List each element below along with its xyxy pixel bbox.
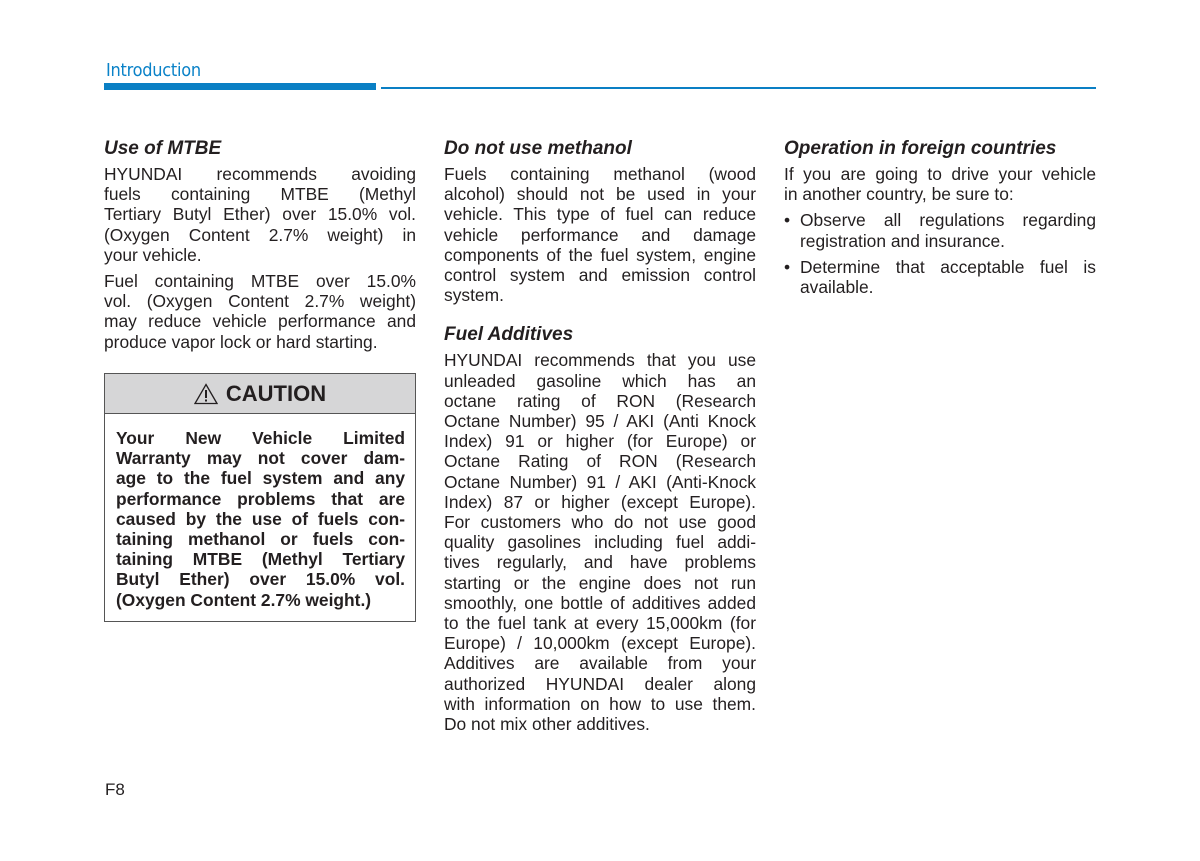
text-line: HYUNDAI recommends that you use bbox=[444, 350, 756, 371]
bullet-text bbox=[800, 257, 1096, 297]
caution-header bbox=[105, 374, 415, 414]
text-line: HYUNDAI recommends avoiding bbox=[104, 164, 416, 184]
text-line: If you are going to drive your vehicle bbox=[784, 164, 1096, 184]
text-line: taining methanol or fuels con- bbox=[116, 529, 405, 550]
text-line: Butyl Ether) over 15.0% vol. bbox=[116, 569, 405, 590]
text-line: Europe) / 10,000km (except Europe). bbox=[444, 633, 756, 654]
text-line: to the fuel tank at every 15,000km (for bbox=[444, 613, 756, 634]
text-line: registration and insurance. bbox=[800, 230, 1005, 251]
text-line: Tertiary Butyl Ether) over 15.0% vol. bbox=[104, 204, 416, 225]
section bbox=[784, 138, 1096, 297]
text-line: Fuels containing methanol (wood bbox=[444, 164, 756, 184]
text-line: Fuel containing MTBE over 15.0% bbox=[104, 271, 416, 292]
text-line: smoothly, one bottle of additives added bbox=[444, 592, 756, 613]
paragraph bbox=[104, 271, 416, 352]
text-line: Index) 87 or higher (except Europe). bbox=[444, 491, 756, 512]
section-title: Introduction bbox=[106, 60, 201, 81]
text-line: Observe all regulations regarding bbox=[800, 210, 1096, 231]
section bbox=[104, 138, 416, 352]
text-line: control system and emission control bbox=[444, 265, 756, 286]
text-line: system. bbox=[444, 285, 504, 306]
caution-text bbox=[105, 414, 415, 610]
section-heading: Fuel Additives bbox=[444, 324, 574, 346]
text-line: Octane Rating of RON (Research bbox=[444, 451, 756, 472]
text-line: Additives are available from your bbox=[444, 653, 756, 674]
text-line: Octane Number) 91 / AKI (Anti-Knock bbox=[444, 471, 756, 492]
text-line: For customers who do not use good bbox=[444, 512, 756, 533]
text-line: vehicle performance and damage bbox=[444, 224, 756, 245]
text-line: quality gasolines including fuel addi- bbox=[444, 532, 756, 553]
text-line: taining MTBE (Methyl Tertiary bbox=[116, 549, 405, 570]
text-line: fuels containing MTBE (Methyl bbox=[104, 184, 416, 205]
text-line: Octane Number) 95 / AKI (Anti Knock bbox=[444, 411, 756, 432]
text-line: in another country, be sure to: bbox=[784, 184, 1014, 205]
text-line: octane rating of RON (Research bbox=[444, 390, 756, 411]
text-line: with information on how to use them. bbox=[444, 693, 756, 714]
text-line: Do not mix other additives. bbox=[444, 714, 650, 735]
section-heading: Use of MTBE bbox=[104, 138, 222, 159]
text-line: (Oxygen Content 2.7% weight) in bbox=[104, 224, 416, 245]
text-line: tives regularly, and have problems bbox=[444, 552, 756, 573]
page-number: F8 bbox=[105, 780, 125, 799]
text-line: vehicle. This type of fuel can reduce bbox=[444, 204, 756, 225]
text-line: may reduce vehicle performance and bbox=[104, 311, 416, 332]
text-line: produce vapor lock or hard starting. bbox=[104, 331, 378, 352]
text-line: Index) 91 or higher (for Europe) or bbox=[444, 431, 756, 452]
header-bar bbox=[104, 83, 376, 90]
text-line: Determine that acceptable fuel is bbox=[800, 256, 1096, 277]
warning-triangle-icon bbox=[194, 383, 218, 405]
text-line: performance problems that are bbox=[116, 488, 405, 509]
column-right bbox=[784, 138, 1096, 303]
text-line: unleaded gasoline which has an bbox=[444, 370, 756, 391]
caution-box bbox=[104, 373, 416, 622]
section bbox=[444, 324, 756, 734]
text-line: your vehicle. bbox=[104, 244, 202, 265]
paragraph bbox=[104, 164, 416, 265]
section bbox=[444, 138, 756, 305]
text-line: Warranty may not cover dam- bbox=[116, 448, 405, 469]
section-heading: Do not use methanol bbox=[444, 138, 632, 159]
column-middle bbox=[444, 138, 756, 740]
column-left bbox=[104, 138, 416, 358]
bullet-item bbox=[784, 210, 1096, 250]
header-rule bbox=[381, 87, 1096, 89]
bullet-item bbox=[784, 257, 1096, 297]
caution-title: CAUTION bbox=[225, 380, 327, 406]
paragraph bbox=[444, 164, 756, 305]
paragraph bbox=[444, 350, 756, 734]
text-line: age to the fuel system and any bbox=[116, 468, 405, 489]
text-line: alcohol) should not be used in your bbox=[444, 184, 756, 205]
text-line: (Oxygen Content 2.7% weight.) bbox=[116, 589, 372, 610]
text-line: authorized HYUNDAI dealer along bbox=[444, 673, 756, 694]
text-line: starting or the engine does not run bbox=[444, 572, 756, 593]
text-line: components of the fuel system, engine bbox=[444, 244, 756, 265]
bullet-icon: • bbox=[784, 256, 791, 277]
bullet-text bbox=[800, 210, 1096, 250]
text-line: available. bbox=[800, 277, 874, 298]
text-line: vol. (Oxygen Content 2.7% weight) bbox=[104, 291, 416, 312]
section-heading: Operation in foreign countries bbox=[784, 138, 1057, 159]
paragraph bbox=[784, 164, 1096, 204]
bullet-icon: • bbox=[784, 210, 791, 231]
text-line: caused by the use of fuels con- bbox=[116, 508, 405, 529]
text-line: Your New Vehicle Limited bbox=[116, 428, 405, 448]
